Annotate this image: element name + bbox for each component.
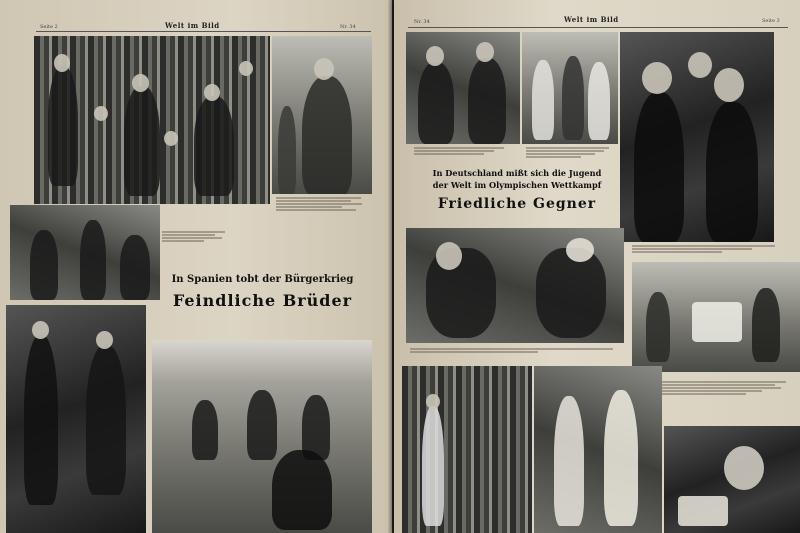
right-kicker-line1: In Deutschland mißt sich die Jugend [432, 168, 602, 178]
caption-fighters [162, 230, 232, 260]
photo-swimmers-with-child [620, 32, 774, 242]
left-headline-block [160, 274, 365, 310]
photo-olympic-women [534, 366, 662, 533]
right-running-head-issue: Nr. 34 [414, 19, 430, 25]
caption-militiawoman [276, 196, 370, 230]
photo-militiawoman [272, 36, 372, 194]
left-headline: Feindliche Brüder [172, 291, 353, 310]
left-kicker: In Spanien tobt der Bürgerkrieg [171, 274, 354, 285]
photo-woman-typewriter [664, 426, 800, 533]
photo-hillside-soldiers [152, 340, 372, 533]
photo-street-fighters [6, 305, 146, 533]
left-head-rule [36, 31, 371, 32]
caption-swimmers [632, 244, 782, 258]
photo-wrestlers [406, 228, 624, 343]
right-headline: Friedliche Gegner [437, 196, 597, 212]
right-page [394, 0, 800, 533]
right-head-rule [408, 27, 788, 28]
photo-cafe-terrace [632, 262, 800, 372]
right-running-head-page: Seite 3 [762, 18, 780, 24]
caption-athletes [414, 146, 514, 168]
photo-militia-crowd [34, 36, 270, 204]
right-masthead: Welt im Bild [564, 15, 619, 24]
photo-spectators [402, 366, 532, 533]
photo-athletes-embrace [406, 32, 520, 144]
caption-wrestlers [410, 347, 624, 357]
left-masthead: Welt im Bild [165, 21, 220, 30]
right-kicker-line2: der Welt im Olympischen Wettkampf [432, 180, 602, 190]
photo-fighters-group [10, 205, 160, 300]
left-running-head-page: Seite 2 [40, 24, 58, 30]
left-page [0, 0, 392, 533]
right-headline-block [412, 168, 622, 212]
photo-athletes-walking [522, 32, 618, 144]
left-running-head-issue: Nr. 34 [340, 24, 356, 30]
